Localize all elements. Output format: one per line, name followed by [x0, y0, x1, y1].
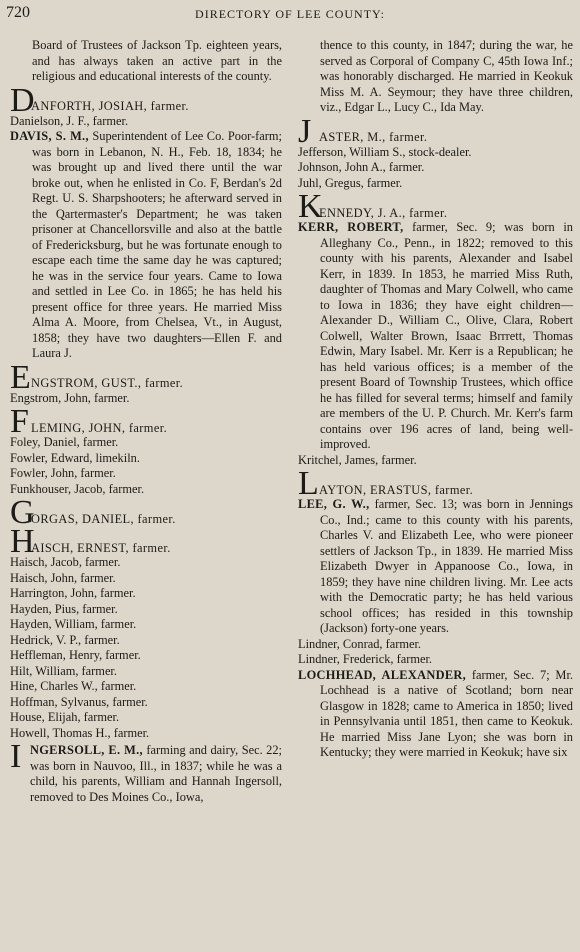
heading-text: NGSTROM, GUST., farmer.: [31, 376, 184, 391]
bio-text: farmer, Sec. 13; was born in Jennings Co., Ind.; came to this county with his parents, Charles V. and Elizabeth Lee, who were pioneer settlers of Jackson Tp., in 1839. He married Miss Elizabeth Dwyer in Appanoose Co., Iowa, in 1859; they have nine children living. Mr. Lee acts with the Democratic party; he has held various school offices; has resided in this township (Jackson) forty-one years.: [320, 497, 573, 635]
bio-name: LEE, G. W.,: [298, 497, 370, 511]
entry-list: [10, 391, 282, 407]
list-item: Funkhouser, Jacob, farmer.: [10, 481, 145, 496]
list-item: Kritchel, James, farmer.: [298, 452, 417, 467]
heading-text: AYTON, ERASTUS, farmer.: [319, 482, 474, 497]
running-title: DIRECTORY OF LEE COUNTY:: [195, 7, 385, 21]
list-item: Jefferson, William S., stock-dealer.: [298, 144, 472, 159]
list-item: Hayden, Pius, farmer.: [10, 601, 118, 616]
continued-entry: Board of Trustees of Jackson Tp. eighteen years, and has always taken an active part in the religious and educational interests of the county.: [32, 38, 282, 83]
heading-haisch: [10, 523, 282, 560]
drop-cap: K: [298, 188, 323, 225]
list-item: Haisch, John, farmer.: [10, 570, 116, 585]
heading-kennedy: [298, 188, 573, 225]
bio-kerr: [298, 220, 573, 453]
heading-layton: [298, 465, 573, 502]
bio-lochhead: [298, 668, 573, 761]
list-item: Hedrick, V. P., farmer.: [10, 632, 120, 647]
heading-text: ENNEDY, J. A., farmer.: [319, 205, 448, 220]
list-item: Danielson, J. F., farmer.: [10, 113, 129, 128]
heading-gorgas: [10, 494, 282, 531]
bio-body: [30, 743, 282, 805]
heading-fleming: [10, 403, 282, 440]
heading-text: LEMING, JOHN, farmer.: [31, 420, 168, 435]
bio-ingersoll: [10, 738, 282, 805]
list-item: Fowler, Edward, limekiln.: [10, 450, 140, 465]
list-item: House, Elijah, farmer.: [10, 710, 120, 724]
drop-cap: J: [298, 112, 312, 150]
heading-engstrom: [10, 358, 282, 396]
drop-cap: G: [10, 494, 35, 531]
list-item: Juhl, Gregus, farmer.: [298, 175, 403, 190]
right-column: [298, 38, 573, 761]
list-item: Heffleman, Henry, farmer.: [10, 648, 141, 662]
continued-entry: thence to this county, in 1847; during the war, he served as Corporal of Company C, 45th Iowa Inf.; was honorably discharged. He married in Keokuk Miss M. A. Seymour; they have three children, viz., Edgar L., Lucy C., Ida May.: [320, 38, 573, 114]
heading-text: ANFORTH, JOSIAH, farmer.: [31, 99, 189, 114]
left-column: [10, 38, 282, 805]
list-item: Harrington, John, farmer.: [10, 586, 136, 600]
heading-jaster: [298, 112, 573, 150]
drop-cap: D: [10, 81, 35, 119]
bio-name: KERR, ROBERT,: [298, 220, 404, 234]
bio-text: farmer, Sec. 9; was born in Alleghany Co., Penn., in 1822; removed to this county with his parents, Alexander and Isabel Kerr, in 1839. In 1853, he married Miss Ruth, daughter of Thomas and Mary Colwell, who came to Iowa in 1836; they have eight children—Alexander D., William C., Olive, Clara, Robert Colwell, Walter Brown, Isaac Brrrett, Thomas Edwin, Mary Isabel. Mr. Kerr is a Republican; he has held various offices; is a member of the present Board of Township Trustees, which office he has filled for several terms; himself and family are members of the U. P. Church. Mr. Kerr's farm contains over 196 acres of land, being well-improved.: [320, 220, 573, 451]
list-item: Hine, Charles W., farmer.: [10, 679, 137, 693]
list-item: Hilt, William, farmer.: [10, 663, 117, 678]
drop-cap: L: [298, 465, 319, 502]
list-item: Lindner, Frederick, farmer.: [298, 652, 433, 666]
drop-cap: I: [10, 738, 22, 775]
page-number: 720: [6, 4, 30, 21]
bio-text: farming and dairy, Sec. 22; was born in Nauvoo, Ill., in 1837; while he was a child, his parents, William and Hannah Ingersoll, removed to Des Moines Co., Iowa,: [30, 743, 282, 804]
list-item: Lindner, Conrad, farmer.: [298, 636, 422, 651]
drop-cap: H: [10, 523, 35, 560]
entry-list: [10, 435, 282, 497]
bio-text: Superintendent of Lee Co. Poor-farm; was born in Lebanon, N. H., Feb. 18, 1834; he was brought up and lived there until the war broke out, when he enlisted in Co. F, Berdan's 2d Regt. U. S. Sharpshooters; he afterward served in the Qartermaster's Department; he was taken prisoner at Chancellorsville and also at the battle of Fredericksburg, but he was fortunate enough to escape each time the same day he was captured; he was in the service four years. Came to Iowa and settled in Lee Co. in 1865; he has held his present office for three years. He married Miss Alma A. Moore, from Chelsea, Vt., in August, 1858; they have two daughters—Ellen F. and Laura J.: [32, 129, 282, 360]
list-item: Foley, Daniel, farmer.: [10, 435, 119, 449]
drop-cap: F: [10, 403, 29, 440]
bio-name: DAVIS, S. M.,: [10, 129, 89, 143]
heading-text: AISCH, ERNEST, farmer.: [31, 540, 171, 555]
list-item: Fowler, John, farmer.: [10, 466, 116, 480]
bio-davis: [10, 129, 282, 362]
entry-list: [10, 114, 282, 130]
entry-list: [298, 453, 573, 469]
list-item: Howell, Thomas H., farmer.: [10, 725, 150, 740]
list-item: Hayden, William, farmer.: [10, 617, 137, 631]
bio-text: farmer, Sec. 7; Mr. Lochhead is a native of Scotland; born near Glasgow in 1828; came to America in 1850; lived in Pennsylvania until 1851, then came to Keokuk. He married Miss Jane Lyon; she was born in Kentucky; they were married in Keokuk; have six: [320, 667, 573, 759]
list-item: Engstrom, John, farmer.: [10, 390, 130, 405]
bio-name: LOCHHEAD, ALEXANDER,: [298, 667, 467, 682]
bio-name: NGERSOLL, E. M.,: [30, 743, 143, 757]
heading-danforth: [10, 81, 282, 119]
list-item: Hoffman, Sylvanus, farmer.: [10, 694, 148, 709]
list-item: Johnson, John A., farmer.: [298, 160, 425, 174]
heading-text: ORGAS, DANIEL, farmer.: [31, 511, 176, 526]
list-item: Haisch, Jacob, farmer.: [10, 555, 121, 569]
drop-cap: E: [10, 358, 31, 396]
entry-list: [298, 637, 573, 668]
heading-text: ASTER, M., farmer.: [319, 130, 428, 145]
bio-lee: [298, 497, 573, 637]
entry-list: [10, 555, 282, 741]
entry-list: [298, 145, 573, 192]
page-header: [0, 4, 580, 26]
